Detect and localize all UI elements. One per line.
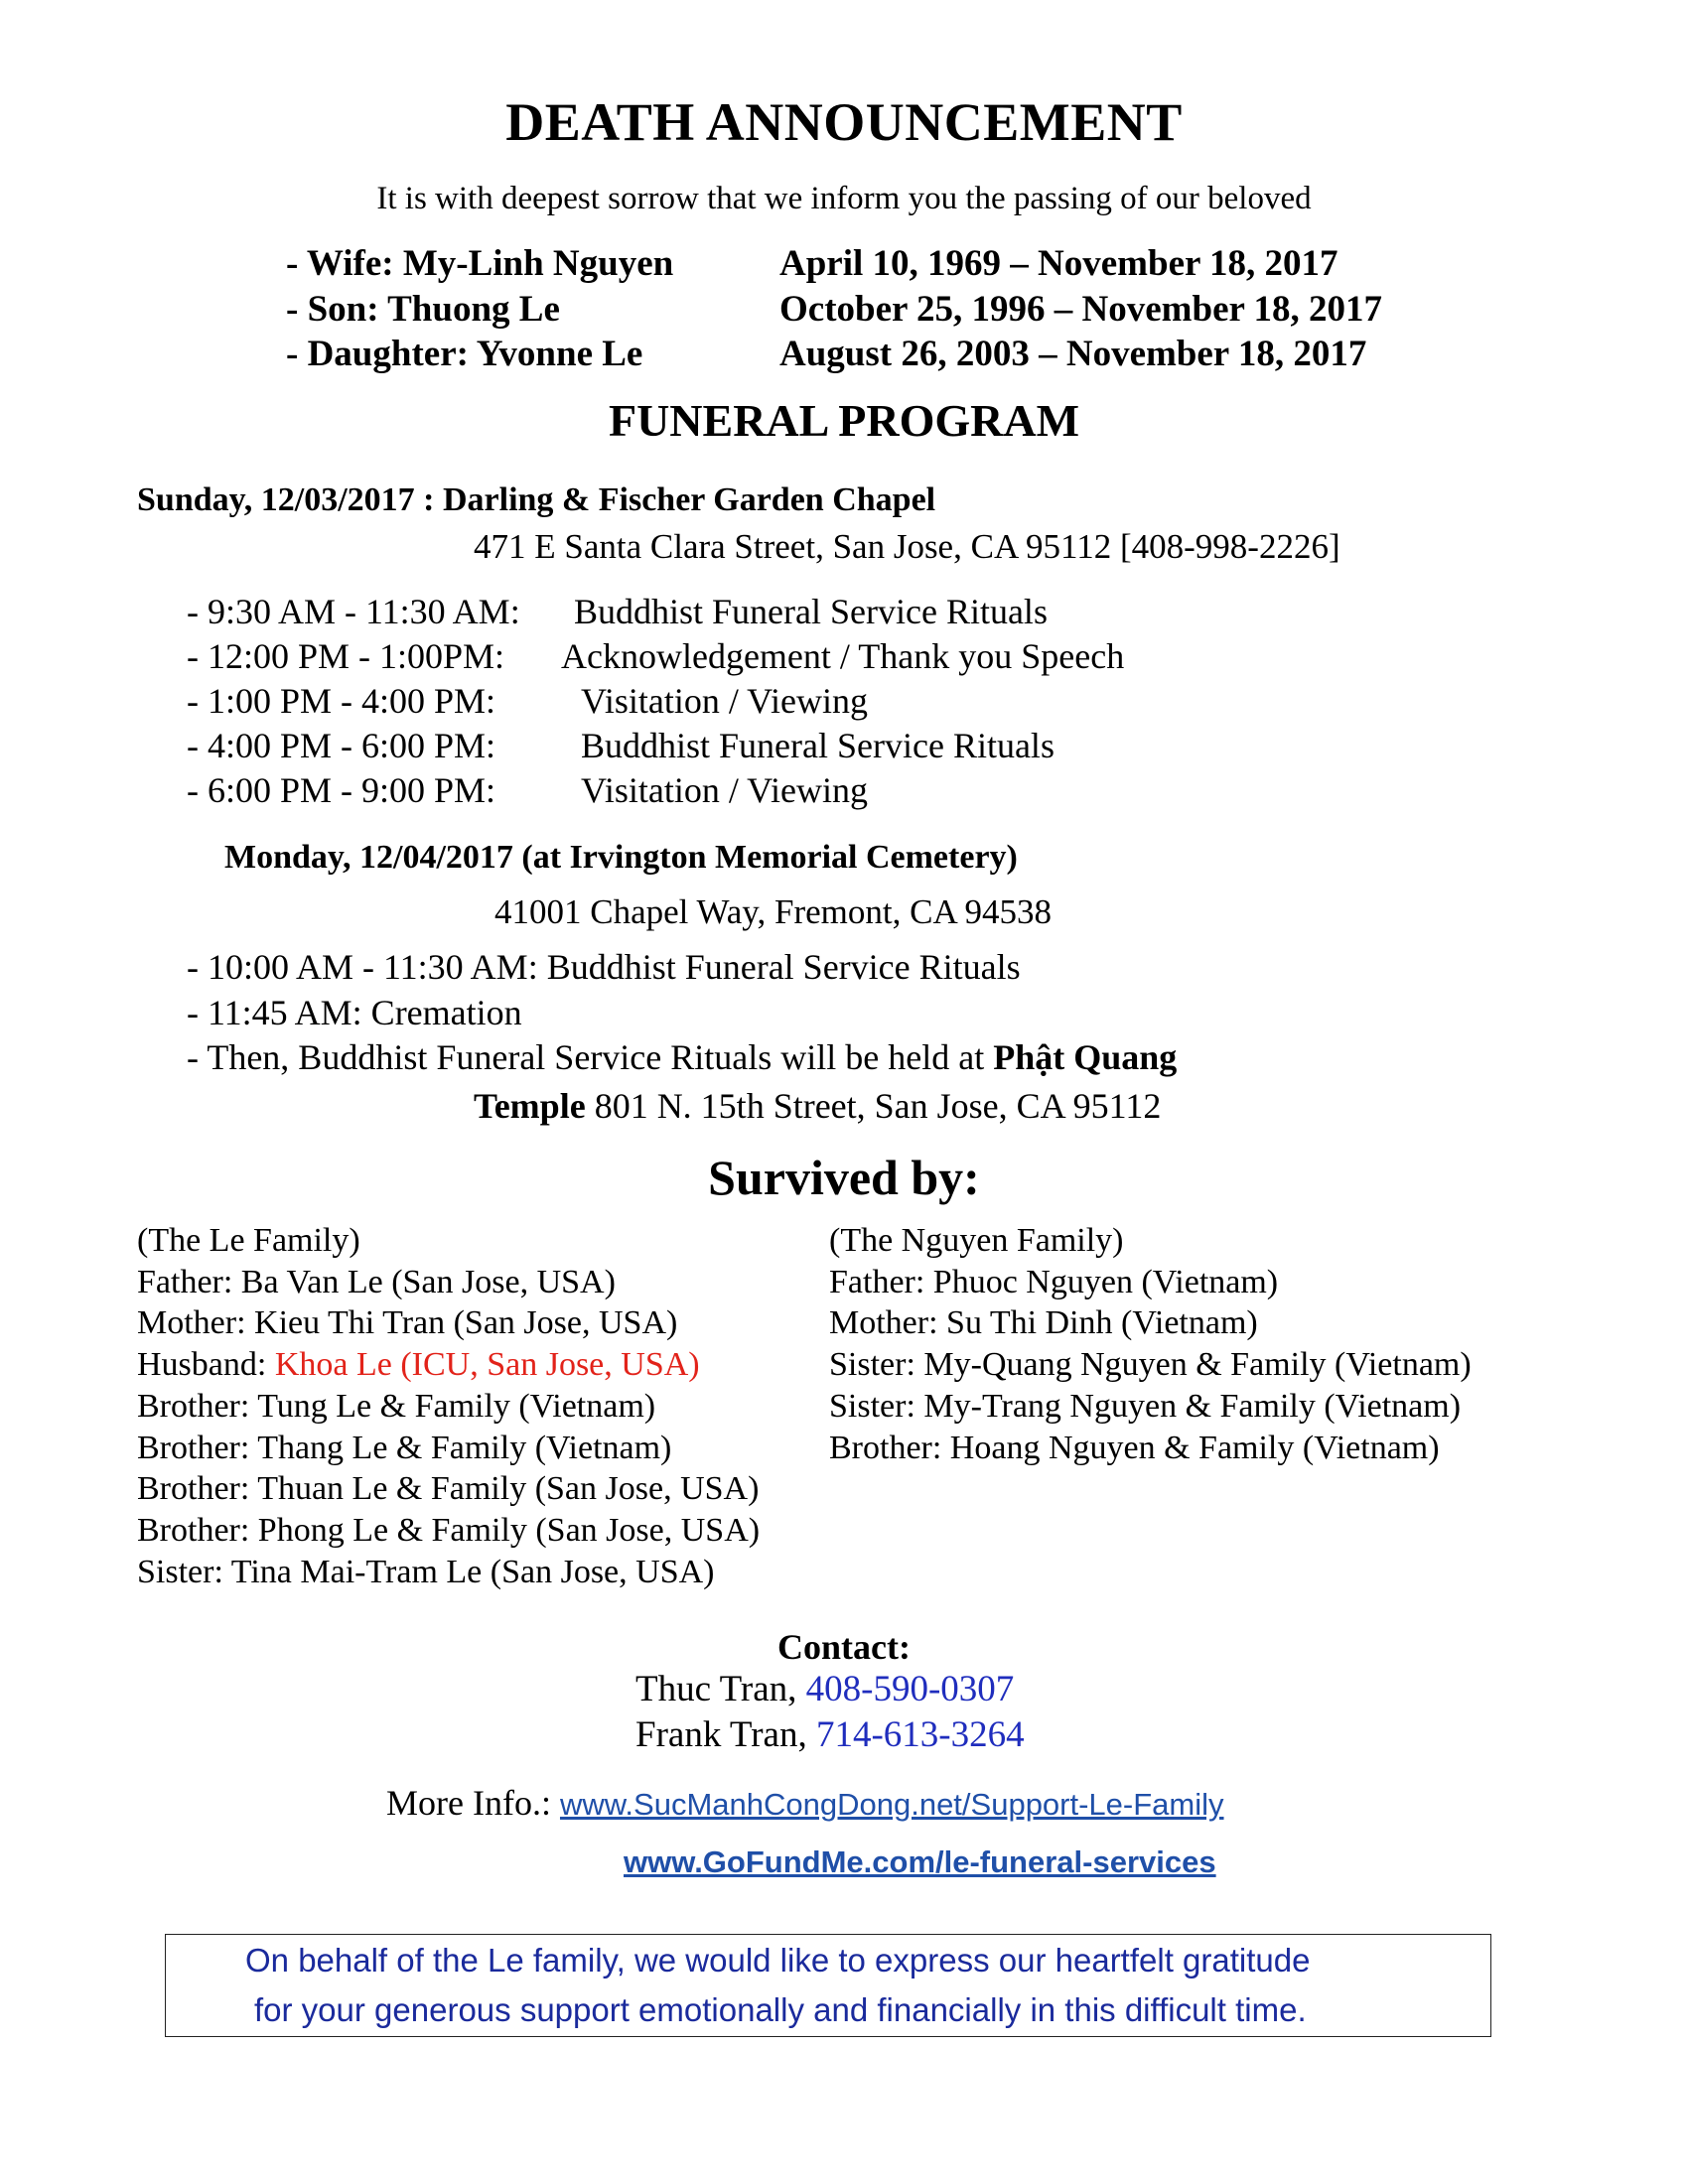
contact-row: [635, 1713, 1025, 1756]
schedule-time: - 9:30 AM - 11:30 AM:: [187, 592, 520, 631]
family-member: Brother: Tung Le & Family (Vietnam): [137, 1387, 656, 1425]
support-link[interactable]: www.SucManhCongDong.net/Support-Le-Family: [559, 1787, 1224, 1822]
schedule-event: Buddhist Funeral Service Rituals: [581, 726, 1055, 765]
monday-address: 41001 Chapel Way, Fremont, CA 94538: [494, 892, 1053, 931]
schedule-item: - 10:00 AM - 11:30 AM: Buddhist Funeral Service Rituals: [187, 947, 1021, 987]
contact-name: Thuc Tran,: [635, 1669, 806, 1709]
family-member: Mother: Su Thi Dinh (Vietnam): [829, 1304, 1258, 1342]
more-info-label: More Info.:: [386, 1783, 560, 1823]
temple-name-cont: Temple: [474, 1086, 586, 1126]
family-member: (The Nguyen Family): [829, 1222, 1124, 1259]
contact-phone[interactable]: 714-613-3264: [815, 1714, 1025, 1755]
temple-address-line: [474, 1085, 1161, 1127]
deceased-name: - Wife: My-Linh Nguyen: [286, 243, 674, 284]
schedule-time: - 4:00 PM - 6:00 PM:: [187, 726, 496, 765]
schedule-item: [187, 591, 1048, 632]
family-member: Father: Phuoc Nguyen (Vietnam): [829, 1263, 1279, 1300]
le-family-list: [137, 1220, 760, 1592]
schedule-item: [187, 769, 868, 811]
schedule-time: - 1:00 PM - 4:00 PM:: [187, 681, 496, 721]
deceased-name: - Son: Thuong Le: [286, 289, 560, 330]
deceased-dates: April 10, 1969 – November 18, 2017: [779, 243, 1338, 284]
program-title: FUNERAL PROGRAM: [608, 395, 1080, 446]
contact-phone[interactable]: 408-590-0307: [805, 1669, 1015, 1709]
family-member: Mother: Kieu Thi Tran (San Jose, USA): [137, 1304, 678, 1342]
family-member-husband: [137, 1344, 760, 1386]
schedule-time: - 12:00 PM - 1:00PM:: [187, 636, 505, 676]
family-member: Brother: Thuan Le & Family (San Jose, USA): [137, 1470, 760, 1508]
sunday-heading: Sunday, 12/03/2017 : Darling & Fischer Garden Chapel: [137, 481, 936, 518]
page-title: DEATH ANNOUNCEMENT: [505, 92, 1183, 152]
family-member: Sister: My-Trang Nguyen & Family (Vietnam): [829, 1387, 1462, 1425]
deceased-dates: October 25, 1996 – November 18, 2017: [779, 289, 1382, 330]
contact-row: [635, 1668, 1014, 1710]
contact-name: Frank Tran,: [635, 1714, 816, 1755]
gratitude-line: for your generous support emotionally and financially in this difficult time.: [254, 1991, 1307, 2028]
temple-address: 801 N. 15th Street, San Jose, CA 95112: [585, 1086, 1162, 1126]
schedule-time: - 6:00 PM - 9:00 PM:: [187, 770, 496, 810]
nguyen-family-list: [829, 1220, 1472, 1468]
monday-heading: Monday, 12/04/2017 (at Irvington Memorial Cemetery): [224, 839, 1018, 876]
intro-text: It is with deepest sorrow that we inform you the passing of our beloved: [376, 181, 1312, 216]
temple-name: Phật Quang: [993, 1037, 1178, 1077]
schedule-item: - 11:45 AM: Cremation: [187, 993, 522, 1032]
temple-prefix: - Then, Buddhist Funeral Service Rituals will be held at: [187, 1037, 994, 1077]
family-member: Sister: Tina Mai-Tram Le (San Jose, USA): [137, 1553, 715, 1590]
sunday-address: 471 E Santa Clara Street, San Jose, CA 95112 [408-998-2226]: [474, 527, 1340, 566]
more-info-row: [386, 1782, 1224, 1824]
family-member: Sister: My-Quang Nguyen & Family (Vietnam): [829, 1346, 1472, 1384]
family-member: Brother: Hoang Nguyen & Family (Vietnam): [829, 1429, 1440, 1466]
family-member: (The Le Family): [137, 1222, 360, 1259]
deceased-name: - Daughter: Yvonne Le: [286, 334, 643, 374]
husband-name: Khoa Le (ICU, San Jose, USA): [274, 1346, 700, 1384]
schedule-item: [187, 1036, 1177, 1078]
schedule-event: Visitation / Viewing: [581, 681, 869, 721]
husband-label: Husband:: [137, 1346, 275, 1384]
contact-title: Contact:: [777, 1627, 911, 1667]
gratitude-line: On behalf of the Le family, we would like to express our heartfelt gratitude: [245, 1942, 1311, 1979]
family-member: Brother: Thang Le & Family (Vietnam): [137, 1429, 672, 1466]
survived-title: Survived by:: [708, 1150, 980, 1205]
family-member: Brother: Phong Le & Family (San Jose, USA): [137, 1511, 761, 1549]
gofundme-link[interactable]: www.GoFundMe.com/le-funeral-services: [624, 1844, 1216, 1879]
deceased-dates: August 26, 2003 – November 18, 2017: [779, 334, 1367, 374]
schedule-item: [187, 725, 1055, 766]
schedule-event: Acknowledgement / Thank you Speech: [561, 636, 1125, 676]
family-member: Father: Ba Van Le (San Jose, USA): [137, 1263, 616, 1300]
schedule-item: [187, 635, 1124, 677]
schedule-event: Visitation / Viewing: [581, 770, 869, 810]
schedule-event: Buddhist Funeral Service Rituals: [574, 592, 1048, 631]
schedule-item: [187, 680, 868, 722]
